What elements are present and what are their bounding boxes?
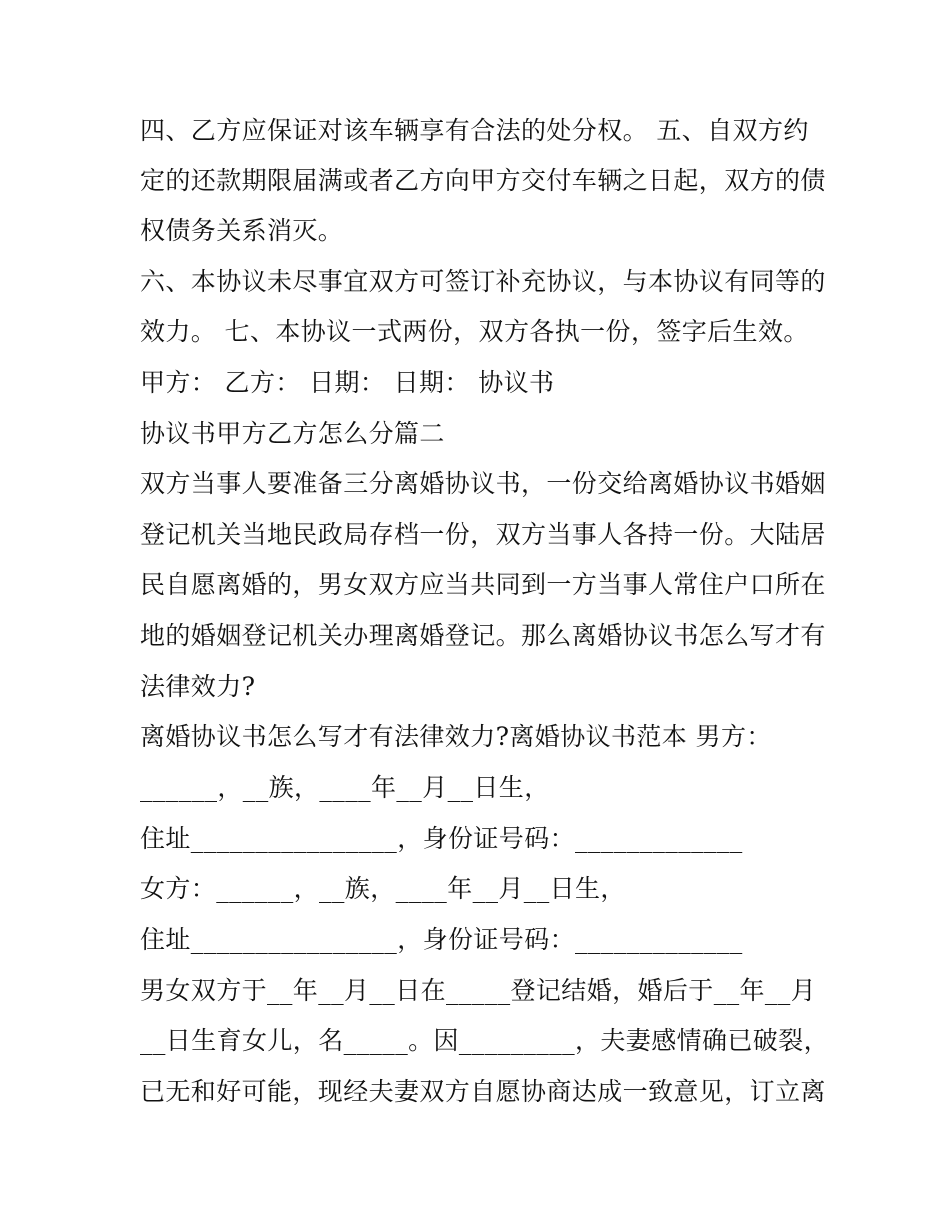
section-heading: 协议书甲方乙方怎么分篇二 <box>140 419 445 448</box>
text-line: 效力。 七、本协议一式两份，双方各执一份，签字后生效。 <box>140 317 809 346</box>
text-line: 已无和好可能，现经夫妻双方自愿协商达成一致意见，订立离 <box>140 1077 826 1106</box>
text-line: 地的婚姻登记机关办理离婚登记。那么离婚协议书怎么写才有 <box>140 621 826 650</box>
text-line: 法律效力? <box>140 672 256 701</box>
text-line: 离婚协议书怎么写才有法律效力?离婚协议书范本 男方： <box>140 722 772 751</box>
form-line: ______，__族，____年__月__日生， <box>140 773 550 802</box>
form-line: 女方：______，__族，____年__月__日生， <box>140 874 626 903</box>
text-line: 民自愿离婚的，男女双方应当共同到一方当事人常住户口所在 <box>140 570 826 599</box>
text-line: 甲方： 乙方： 日期： 日期： 协议书 <box>140 368 555 397</box>
text-line: 登记机关当地民政局存档一份，双方当事人各持一份。大陆居 <box>140 520 826 549</box>
form-line: 住址________________，身份证号码：_____________ <box>140 925 743 954</box>
text-line: 双方当事人要准备三分离婚协议书，一份交给离婚协议书婚姻 <box>140 469 826 498</box>
form-line: 男女双方于__年__月__日在_____登记结婚，婚后于__年__月 <box>140 976 817 1005</box>
text-line: 定的还款期限届满或者乙方向甲方交付车辆之日起，双方的债 <box>140 166 826 195</box>
text-line: 权债务关系消灭。 <box>140 216 344 245</box>
form-line: __日生育女儿，名_____。因_________，夫妻感情确已破裂， <box>140 1026 830 1055</box>
form-line: 住址________________，身份证号码：_____________ <box>140 824 743 853</box>
text-line: 六、本协议未尽事宜双方可签订补充协议，与本协议有同等的 <box>140 267 826 296</box>
text-line: 四、乙方应保证对该车辆享有合法的处分权。 五、自双方约 <box>140 116 809 145</box>
